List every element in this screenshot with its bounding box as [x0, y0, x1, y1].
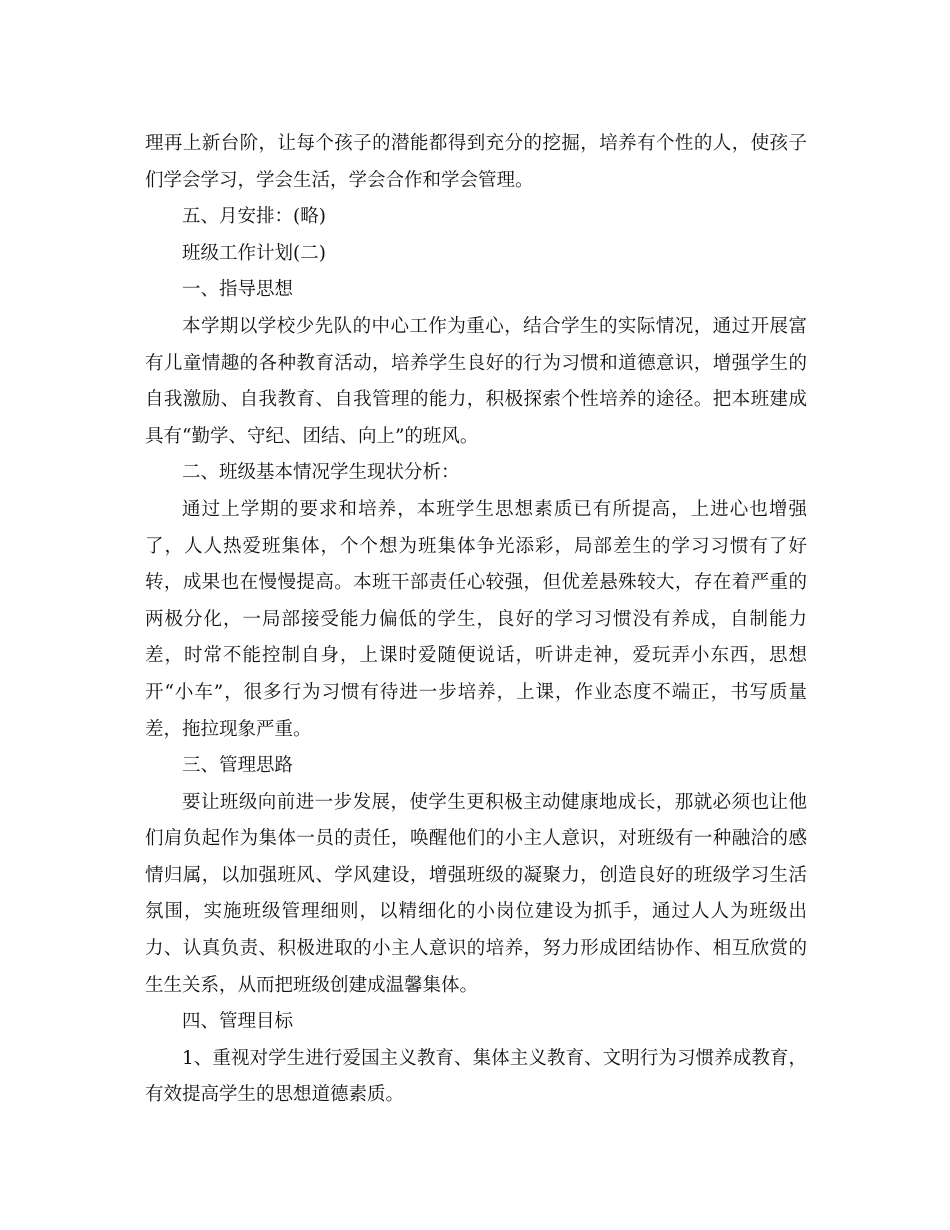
- paragraph-guiding-thought: 本学期以学校少先队的中心工作为重心，结合学生的实际情况，通过开展富有儿童情趣的各种教育活动，培养学生良好的行为习惯和道德意识，增强学生的自我激励、自我教育、自我管理的能力，积极探索个性培养的途径。把本班建成具有“勤学、守纪、团结、向上”的班风。: [145, 315, 807, 447]
- document-subtitle: 班级工作计划(二): [182, 242, 326, 264]
- section-heading-monthly-schedule: 五、月安排：(略): [182, 206, 326, 228]
- paragraph-management-approach: 要让班级向前进一步发展，使学生更积极主动健康地成长，那就必须也让他们肩负起作为集体一员的责任，唤醒他们的小主人意识，对班级有一种融洽的感情归属，以加强班风、学风建设，增强班级的凝聚力，创造良好的班级学习生活氛围，实施班级管理细则，以精细化的小岗位建设为抓手，通过人人为班级出力、认真负责、积极进取的小主人意识的培养，努力形成团结协作、相互欣赏的生生关系，从而把班级创建成温馨集体。: [145, 791, 807, 996]
- paragraph-continuation: 理再上新台阶，让每个孩子的潜能都得到充分的挖掘，培养有个性的人，使孩子们学会学习，学会生活，学会合作和学会管理。: [145, 133, 807, 191]
- section-heading-class-analysis: 二、班级基本情况学生现状分析：: [182, 462, 460, 484]
- paragraph-goal-1: 1、重视对学生进行爱国主义教育、集体主义教育、文明行为习惯养成教育，有效提高学生的思想道德素质。: [145, 1047, 807, 1106]
- section-heading-management-goals: 四、管理目标: [182, 1011, 294, 1033]
- paragraph-class-analysis: 通过上学期的要求和培养，本班学生思想素质已有所提高，上进心也增强了，人人热爱班集体，个个想为班集体争光添彩，局部差生的学习习惯有了好转，成果也在慢慢提高。本班干部责任心较强，但优差悬殊较大，存在着严重的两极分化，一局部接受能力偏低的学生，良好的学习习惯没有养成，自制能力差，时常不能控制自身，上课时爱随便说话，听讲走神，爱玩弄小东西，思想开“小车”，很多行为习惯有待进一步培养，上课，作业态度不端正，书写质量差，拖拉现象严重。: [145, 498, 807, 740]
- document-body: [145, 126, 807, 1114]
- section-heading-management-approach: 三、管理思路: [182, 755, 294, 777]
- section-heading-guiding-thought: 一、指导思想: [182, 279, 294, 301]
